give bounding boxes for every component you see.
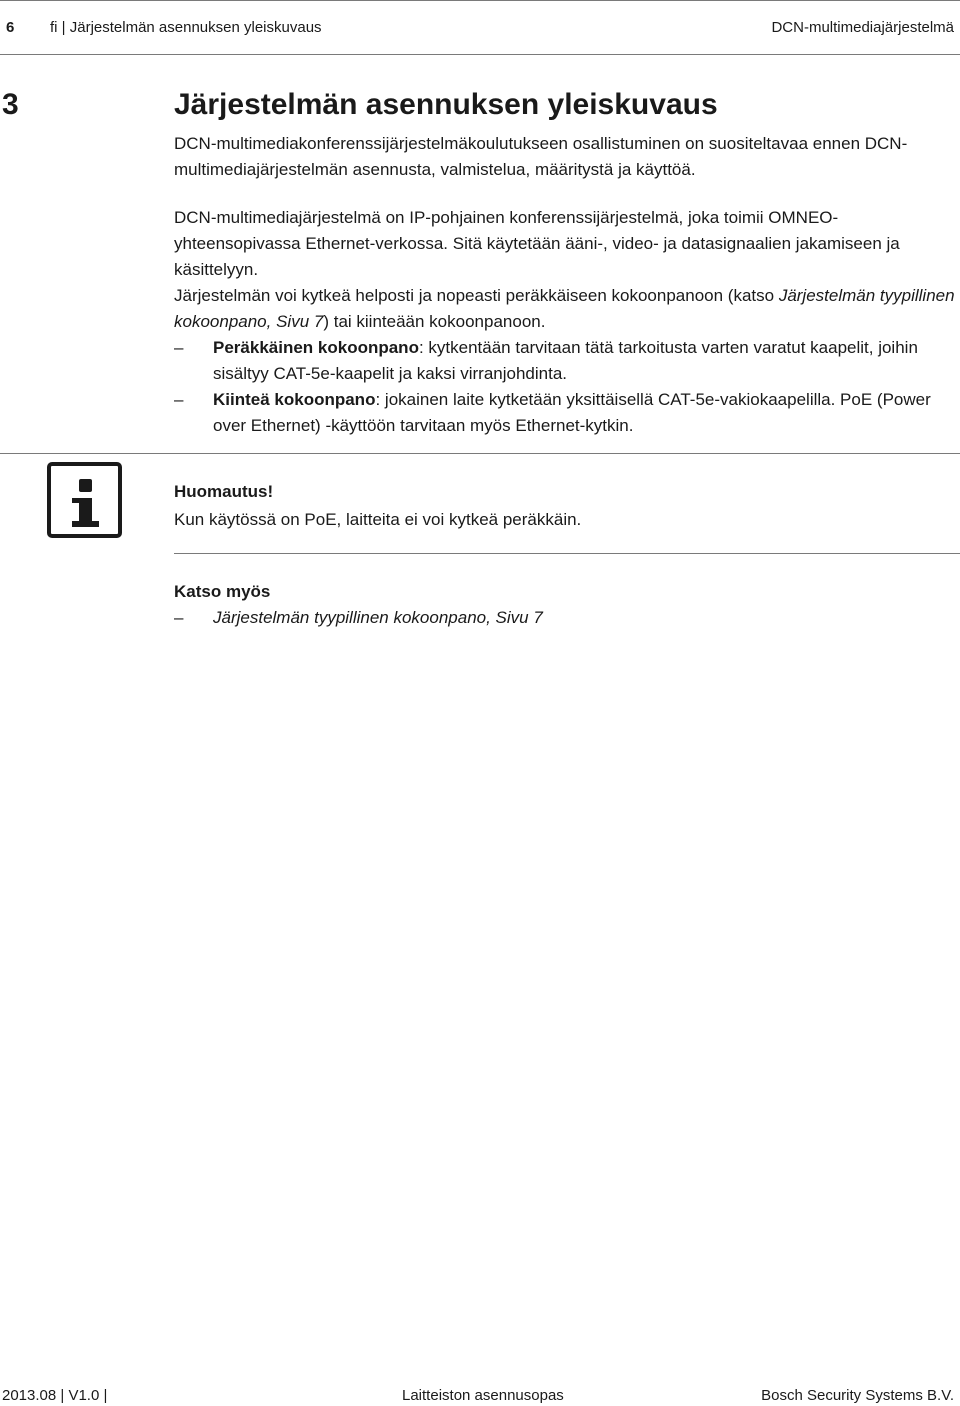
- list-dash: –: [174, 338, 184, 357]
- list-item-daisy-chain: [174, 335, 958, 387]
- chapter-body: [174, 131, 958, 439]
- list-dash: –: [174, 390, 184, 409]
- notice-title: Huomautus!: [174, 482, 274, 501]
- footer-company: Bosch Security Systems B.V.: [761, 1387, 954, 1404]
- list-term: Peräkkäinen kokoonpano: [213, 338, 419, 357]
- list-item-star: [174, 387, 958, 439]
- list-text: : jokainen laite kytketään yksittäisellä CAT-5e-vakiokaapelilla. PoE (Power over Ethernet) -käyttöön tarvitaan myös Ethernet-kytkin.: [213, 390, 931, 435]
- see-also-link[interactable]: Järjestelmän tyypillinen kokoonpano, Sivu 7: [213, 608, 543, 627]
- list-dash: –: [174, 608, 184, 627]
- footer-document-name: Laitteiston asennusopas: [402, 1387, 564, 1404]
- header-section-title: fi | Järjestelmän asennuksen yleiskuvaus: [50, 19, 322, 36]
- list-term: Kiinteä kokoonpano: [213, 390, 376, 409]
- intro-paragraph: DCN-multimediakonferenssijärjestelmäkoulutukseen osallistuminen on suositeltavaa ennen DCN-multimediajärjestelmän asennusta, valmistelua, määritystä ja käyttöä.: [174, 134, 908, 179]
- page-number: 6: [6, 19, 15, 36]
- info-icon: [47, 462, 122, 538]
- footer-version: 2013.08 | V1.0 |: [2, 1387, 108, 1404]
- cross-reference-link[interactable]: Järjestelmän tyypillinen kokoonpano, Sivu 7: [174, 286, 955, 331]
- notice-top-rule: [0, 453, 960, 454]
- notice-text: Kun käytössä on PoE, laitteita ei voi kytkeä peräkkäin.: [174, 510, 582, 529]
- notice-bottom-rule: [174, 553, 960, 554]
- chapter-title: Järjestelmän asennuksen yleiskuvaus: [174, 88, 718, 121]
- chapter-number: 3: [2, 88, 19, 121]
- see-also-title: Katso myös: [174, 582, 271, 601]
- header-product-name: DCN-multimediajärjestelmä: [771, 19, 954, 36]
- header-divider: [0, 54, 960, 55]
- header-top-rule: [0, 0, 960, 1]
- configuration-paragraph: Järjestelmän voi kytkeä helposti ja nopeasti peräkkäiseen kokoonpanoon (katso Järjestelmän tyypillinen kokoonpano, Sivu 7) tai kiinteään kokoonpanoon.: [174, 286, 955, 331]
- system-description-paragraph: DCN-multimediajärjestelmä on IP-pohjainen konferenssijärjestelmä, joka toimii OMNEO-yhteensopivassa Ethernet-verkossa. Sitä käytetään ääni-, video- ja datasignaalien jakamiseen ja käsittelyyn.: [174, 208, 900, 279]
- see-also-item: [174, 606, 960, 630]
- list-text: : kytkentään tarvitaan tätä tarkoitusta varten varatut kaapelit, joihin sisältyy CAT-5e-kaapelit ja kaksi virranjohdinta.: [213, 338, 918, 383]
